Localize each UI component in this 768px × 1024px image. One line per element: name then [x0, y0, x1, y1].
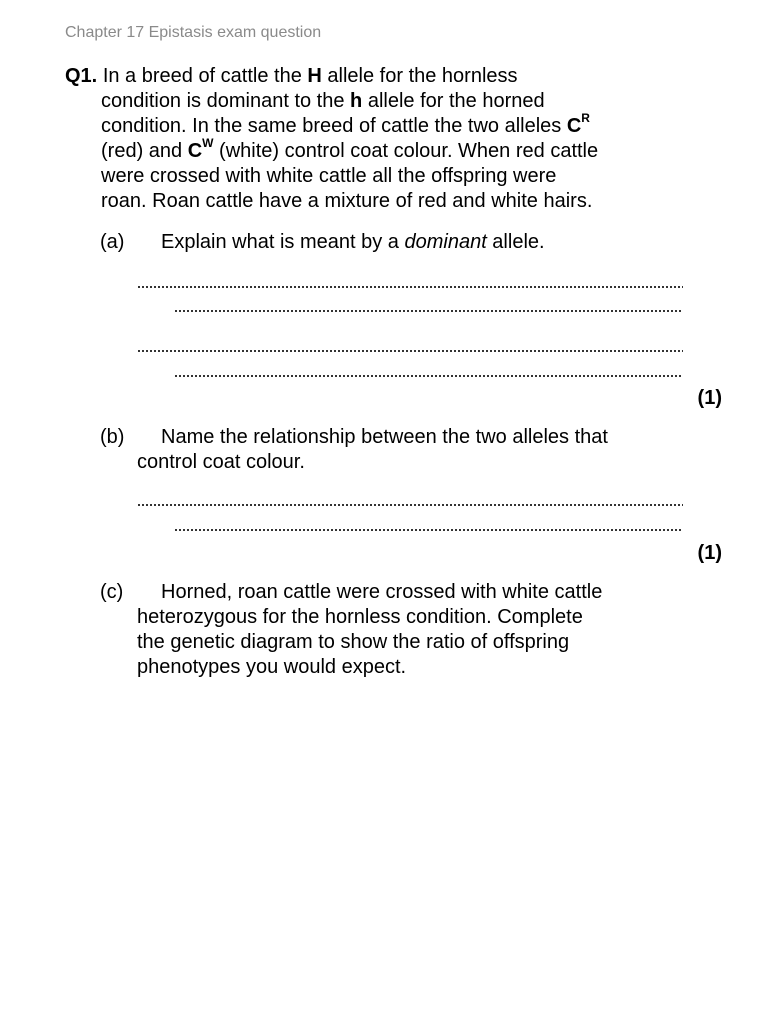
answer-line-a2[interactable]	[174, 304, 682, 318]
part-c-label: (c)	[100, 581, 124, 603]
page-header: Chapter 17 Epistasis exam question	[65, 24, 322, 41]
answer-line-b2[interactable]	[174, 523, 682, 537]
answer-line-a3[interactable]	[137, 344, 683, 358]
part-b-marks: (1)	[697, 542, 722, 564]
question-line-6: roan. Roan cattle have a mixture of red and white hairs.	[101, 190, 593, 212]
answer-line-a1[interactable]	[137, 280, 683, 294]
answer-line-b1[interactable]	[137, 498, 683, 512]
part-c: (c) Horned, roan cattle were crossed with white cattle heterozygous for the hornless condition. Complete the genetic diagram to show the ratio of offspring phenotypes you would expect.	[100, 581, 603, 678]
part-a: (a) Explain what is meant by a dominant allele.	[100, 231, 545, 253]
part-b-label: (b)	[100, 426, 125, 448]
question-line-4: (red) and $C^W$ (white) control coat colour. When red cattle	[101, 136, 599, 162]
question-line-5: were crossed with white cattle all the offspring were	[101, 165, 557, 187]
question-intro	[65, 64, 705, 214]
question-number: Q1.	[65, 65, 98, 87]
part-a-label: (a)	[100, 231, 125, 253]
answer-line-a4[interactable]	[174, 369, 682, 383]
question-line-3: condition. In the same breed of cattle the two alleles $C^R$	[101, 111, 590, 137]
question-line-2: condition is dominant to the h allele for the horned	[101, 90, 545, 112]
question-line-1: Q1. In a breed of cattle the H allele for the hornless	[65, 65, 518, 87]
part-b: (b) Name the relationship between the two alleles that control coat colour.	[100, 426, 608, 473]
part-a-marks: (1)	[697, 387, 722, 409]
